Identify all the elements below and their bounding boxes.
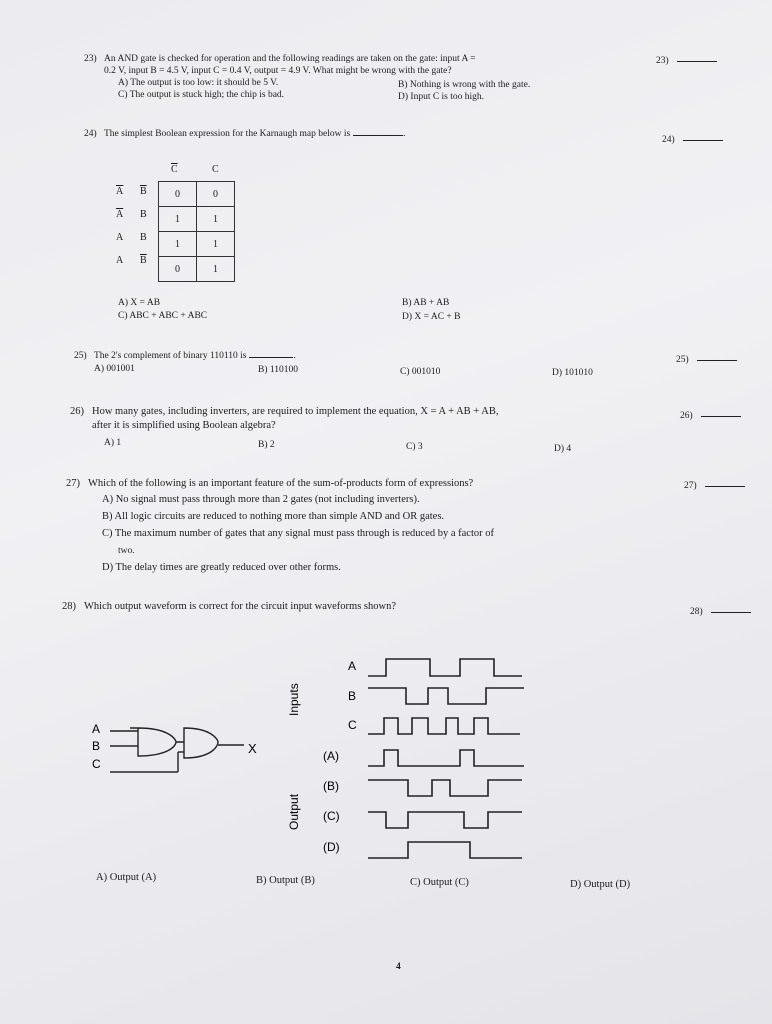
wave-label-c: C — [348, 718, 357, 732]
kmap-cell: 1 — [197, 207, 235, 232]
q24-choice-a: A) X = AB — [118, 298, 161, 308]
kmap-col-header-c: C — [212, 164, 219, 175]
q25-choice-a: A) 001001 — [94, 364, 135, 374]
kmap-row-label-a: $\overline{A}$ — [116, 209, 124, 220]
q24-choice-d: D) X = AC + B — [402, 312, 461, 322]
q27-choice-a: A) No signal must pass through more than 2 gates (not including inverters). — [102, 494, 420, 505]
kmap-row-label-a: $\overline{A}$ — [116, 186, 124, 197]
q28-figure — [0, 640, 772, 870]
kmap-cell: 1 — [159, 232, 197, 257]
kmap-row-label-a: A — [116, 255, 124, 266]
q25-choice-d: D) 101010 — [552, 368, 593, 378]
output-axis-label: Output — [287, 793, 301, 830]
q26-choice-c: C) 3 — [406, 442, 423, 452]
q27-choice-b: B) All logic circuits are reduced to nothing more than simple AND and OR gates. — [102, 511, 445, 522]
kmap-row-label-b: $\overline{B}$ — [140, 186, 147, 197]
q26-line1: How many gates, including inverters, are required to implement the equation, X = A + AB + AB, — [92, 406, 499, 417]
kmap-row-label-b: B — [140, 209, 147, 220]
kmap-cell: 1 — [197, 232, 235, 257]
wave-label-b: B — [348, 689, 357, 703]
q26-choice-d: D) 4 — [554, 444, 572, 454]
wave-label-a: A — [348, 659, 357, 673]
gate-circuit — [110, 728, 244, 772]
wave-label-out-d: (D) — [323, 840, 340, 854]
q23-choice-a: A) The output is too low: it should be 5 V. — [118, 78, 279, 88]
page-number: 4 — [396, 962, 401, 972]
q26-answer-slot[interactable]: 26) — [680, 410, 741, 422]
q28-choice-c: C) Output (C) — [410, 877, 469, 888]
wave-label-out-a: (A) — [323, 749, 339, 763]
q24-text: The simplest Boolean expression for the Karnaugh map below is . — [104, 129, 406, 139]
q28-number: 28) — [62, 601, 76, 612]
wave-label-out-b: (B) — [323, 779, 339, 793]
waveform-b — [368, 688, 524, 704]
q27-answer-slot[interactable]: 27) — [684, 480, 745, 492]
waveform-out-c — [368, 812, 522, 828]
waveform-c — [368, 718, 520, 734]
q27-text: Which of the following is an important feature of the sum-of-products form of expressions? — [88, 478, 474, 489]
waveform-out-b — [368, 780, 522, 796]
q24-choice-b: B) AB + AB — [402, 298, 450, 308]
kmap-cell: 0 — [159, 257, 197, 282]
q23-choice-d: D) Input C is too high. — [398, 92, 485, 102]
kmap-cell: 0 — [159, 182, 197, 207]
q27-choice-c-line1: C) The maximum number of gates that any signal must pass through is reduced by a factor of — [102, 528, 495, 539]
waveform-out-d — [368, 842, 522, 858]
q26-line2: after it is simplified using Boolean algebra? — [92, 420, 276, 431]
q23-number: 23) — [84, 54, 97, 64]
gate-input-a-label: A — [92, 722, 101, 736]
q28-text: Which output waveform is correct for the circuit input waveforms shown? — [84, 601, 396, 612]
wave-label-out-c: (C) — [323, 809, 340, 823]
gate-input-c-label: C — [92, 757, 101, 771]
waveform-a — [368, 659, 522, 676]
gate-input-b-label: B — [92, 739, 101, 753]
inputs-axis-label: Inputs — [287, 683, 301, 716]
q26-number: 26) — [70, 406, 84, 417]
q24-number: 24) — [84, 129, 97, 139]
q24-answer-slot[interactable]: 24) — [662, 134, 723, 146]
q23-choice-c: C) The output is stuck high; the chip is bad. — [118, 90, 285, 100]
waveform-out-a — [368, 750, 524, 766]
kmap-col-header-cbar: $\overline{C}$ — [171, 164, 178, 175]
q25-choice-c: C) 001010 — [400, 367, 441, 377]
q23-line1: An AND gate is checked for operation and the following readings are taken on the gate: input A = — [104, 54, 476, 64]
kmap-cell: 1 — [159, 207, 197, 232]
kmap-row-label-b: $\overline{B}$ — [140, 255, 147, 266]
kmap-row-label-b: B — [140, 232, 147, 243]
q23-choice-b: B) Nothing is wrong with the gate. — [398, 80, 531, 90]
q28-choice-a: A) Output (A) — [96, 872, 157, 883]
q27-number: 27) — [66, 478, 80, 489]
q26-choice-a: A) 1 — [104, 438, 122, 448]
q25-choice-b: B) 110100 — [258, 365, 299, 375]
q23-answer-slot[interactable]: 23) — [656, 55, 717, 67]
gate-output-x-label: X — [248, 741, 257, 756]
karnaugh-map — [158, 181, 235, 282]
kmap-row-label-a: A — [116, 232, 124, 243]
q24-choice-c: C) ABC + ABC + ABC — [118, 311, 208, 321]
q26-choice-b: B) 2 — [258, 440, 275, 450]
q27-choice-d: D) The delay times are greatly reduced over other forms. — [102, 562, 341, 573]
q25-number: 25) — [74, 351, 87, 361]
q25-answer-slot[interactable]: 25) — [676, 354, 737, 366]
q25-text: The 2's complement of binary 110110 is . — [94, 351, 296, 361]
q27-choice-c-line2: two. — [118, 546, 135, 556]
q28-answer-slot[interactable]: 28) — [690, 606, 751, 618]
and-gate-symbol — [130, 728, 176, 756]
q28-choice-b: B) Output (B) — [256, 875, 315, 886]
kmap-cell: 1 — [197, 257, 235, 282]
q28-choice-d: D) Output (D) — [570, 879, 631, 890]
kmap-cell: 0 — [197, 182, 235, 207]
and-gate-2-symbol — [176, 728, 218, 758]
q23-line2: 0.2 V, input B = 4.5 V, input C = 0.4 V, output = 4.9 V. What might be wrong with the gate? — [104, 66, 452, 76]
